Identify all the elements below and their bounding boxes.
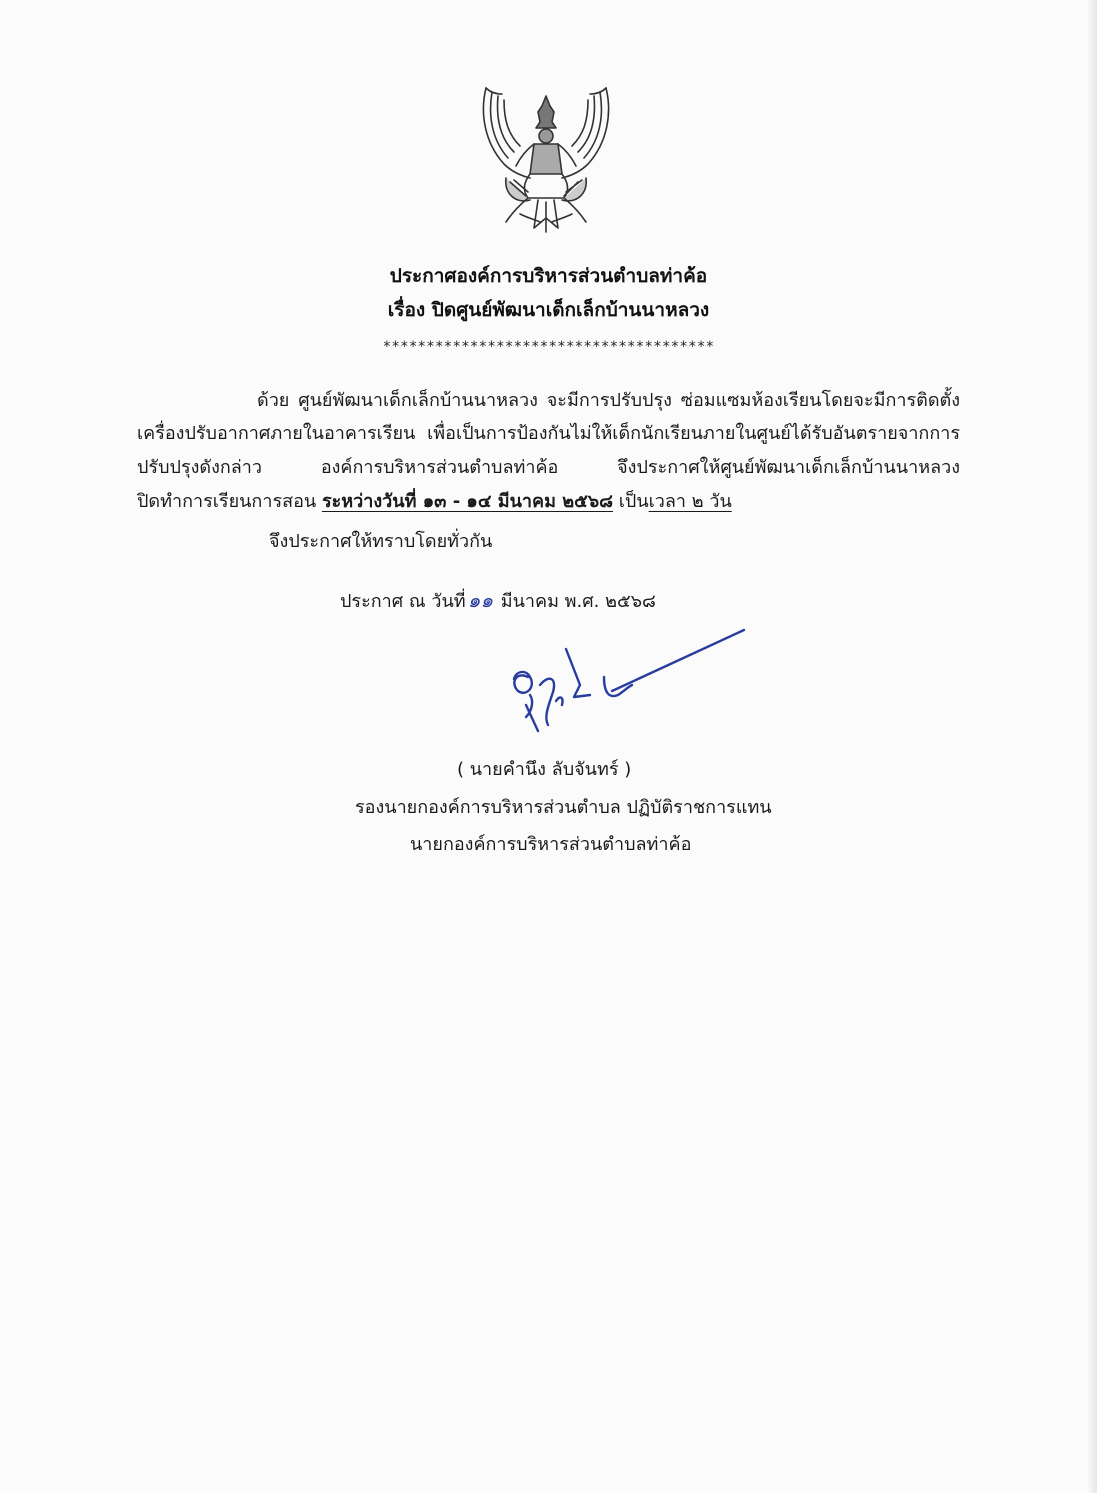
- closure-prefix: ปิดทำการเรียนการสอน: [137, 491, 317, 512]
- signatory-position-2: นายกองค์การบริหารส่วนตำบลท่าค้อ: [410, 834, 692, 855]
- handwritten-day: ๑๑: [467, 588, 494, 612]
- closure-mid: เป็น: [618, 491, 649, 512]
- handwritten-signature-icon: [500, 625, 750, 745]
- closure-period: ระหว่างวันที่ ๑๓ - ๑๔ มีนาคม ๒๕๖๘: [321, 491, 614, 512]
- closure-duration: เวลา ๒ วัน: [648, 491, 732, 512]
- date-month-year: มีนาคม พ.ศ. ๒๕๖๘: [500, 591, 656, 612]
- body-line-2: เครื่องปรับอากาศภายในอาคารเรียน เพื่อเป็นการป้องกันไม่ให้เด็กนักเรียนภายในศูนย์ได้รับอันตรายจากการ: [137, 423, 960, 444]
- announcement-title: ประกาศองค์การบริหารส่วนตำบลท่าค้อ: [389, 265, 708, 287]
- body-line-3: ปรับปรุงดังกล่าว องค์การบริหารส่วนตำบลท่าค้อ จึงประกาศให้ศูนย์พัฒนาเด็กเล็กบ้านนาหลวง: [137, 457, 960, 478]
- announcement-subject: เรื่อง ปิดศูนย์พัฒนาเด็กเล็กบ้านนาหลวง: [387, 299, 710, 321]
- garuda-emblem-icon: [476, 82, 616, 237]
- body-line-4: [137, 486, 732, 515]
- signatory-name: ( นายคำนึง ลับจันทร์ ): [457, 759, 632, 780]
- body-line-1: ด้วย ศูนย์พัฒนาเด็กเล็กบ้านนาหลวง จะมีการปรับปรุง ซ่อมแซมห้องเรียนโดยจะมีการติดตั้ง: [257, 390, 960, 411]
- date-line: [340, 584, 656, 616]
- page-edge-shadow: [1087, 0, 1097, 1493]
- signatory-position-1: รองนายกองค์การบริหารส่วนตำบล ปฏิบัติราชการแทน: [355, 797, 772, 818]
- closing-statement: จึงประกาศให้ทราบโดยทั่วกัน: [269, 531, 493, 552]
- separator-line: **************************************: [382, 339, 715, 355]
- date-prefix: ประกาศ ณ วันที่: [340, 591, 466, 612]
